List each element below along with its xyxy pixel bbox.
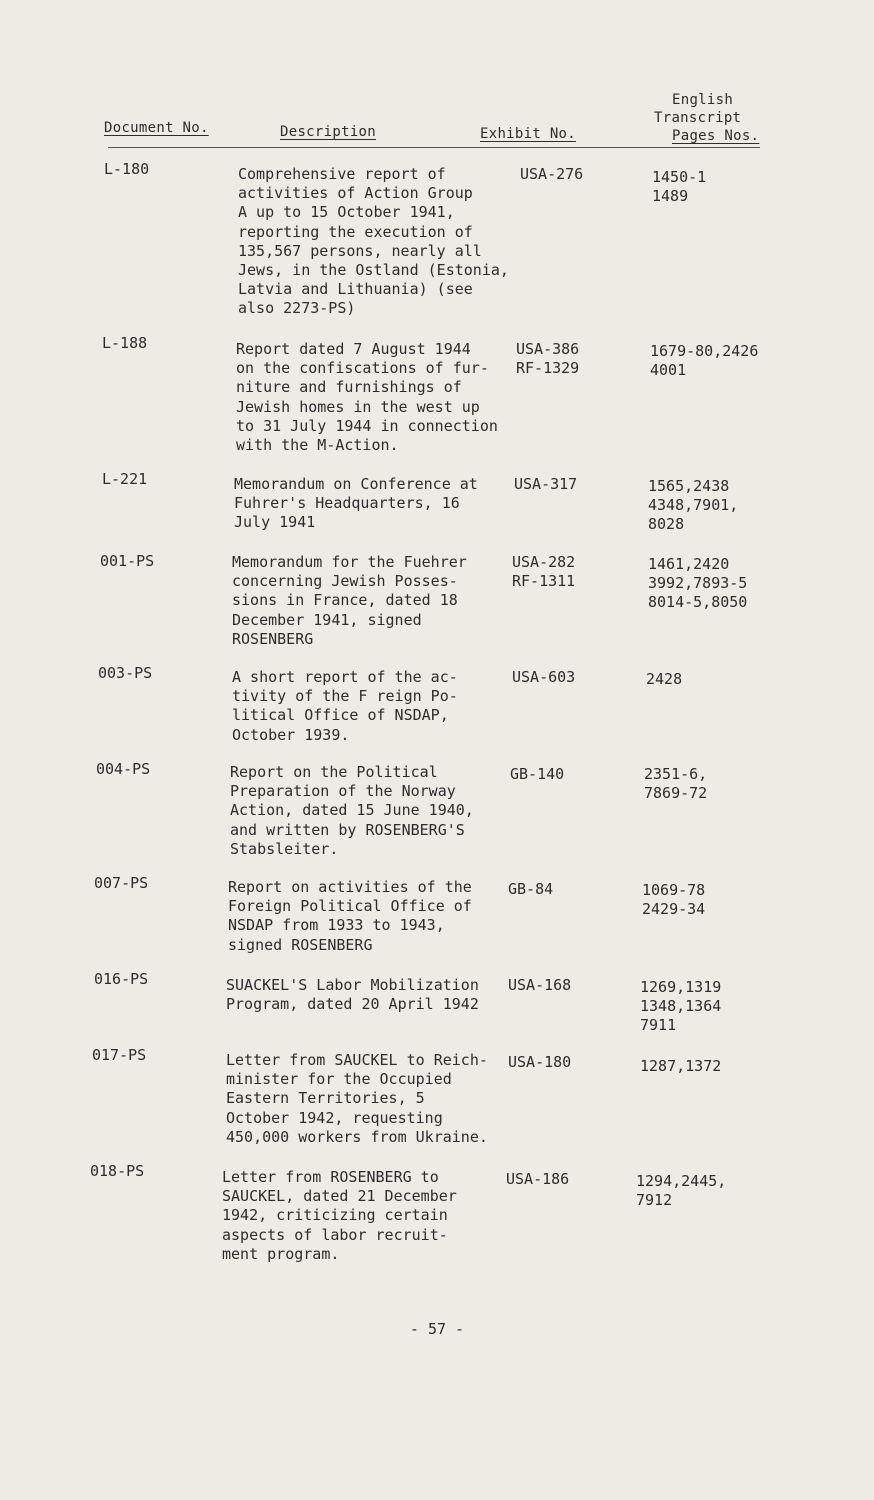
row-pages: 1294,2445, 7912 (636, 1172, 727, 1210)
row-exhibit: GB-140 (510, 765, 565, 783)
row-description: A short report of the ac- tivity of the F reign Po- litical Office of NSDAP, October 1939. (232, 668, 458, 744)
row-description: Letter from ROSENBERG to SAUCKEL, dated 21 December 1942, criticizing certain aspects of labor recruit- ment program. (222, 1168, 457, 1263)
row-exhibit: USA-276 (520, 165, 584, 183)
row-pages: 2428 (646, 670, 683, 688)
row-exhibit: USA-603 (512, 668, 576, 686)
row-pages: 1565,2438 4348,7901, 8028 (648, 477, 739, 534)
row-description: Report on the Political Preparation of the Norway Action, dated 15 June 1940, and written by ROSENBERG'S Stabsleiter. (230, 763, 474, 858)
row-doc-no: 003-PS (98, 664, 153, 682)
row-doc-no: 004-PS (96, 760, 151, 778)
row-description: SUACKEL'S Labor Mobilization Program, dated 20 April 1942 (226, 976, 479, 1014)
row-pages: 2351-6, 7869-72 (644, 765, 708, 803)
header-rule (108, 147, 760, 148)
row-exhibit: USA-386 RF-1329 (516, 340, 580, 378)
row-doc-no: 001-PS (100, 552, 155, 570)
row-description: Report on activities of the Foreign Political Office of NSDAP from 1933 to 1943, signed ROSENBERG (228, 878, 472, 954)
row-description: Memorandum for the Fuehrer concerning Jewish Posses- sions in France, dated 18 December 1941, signed ROSENBERG (232, 553, 467, 648)
row-exhibit: GB-84 (508, 880, 554, 898)
header-document-no: Document No. (104, 120, 209, 136)
row-exhibit: USA-317 (514, 475, 578, 493)
row-exhibit: USA-282 RF-1311 (512, 553, 576, 591)
header-transcript-line-1: English (672, 92, 734, 108)
row-doc-no: 018-PS (90, 1162, 145, 1180)
row-doc-no: L-221 (102, 470, 148, 488)
row-doc-no: 007-PS (94, 874, 149, 892)
row-description: Letter from SAUCKEL to Reich- minister for the Occupied Eastern Territories, 5 October 1942, requesting 450,000 workers from Ukraine. (226, 1051, 488, 1146)
header-description: Description (280, 124, 377, 140)
row-doc-no: 016-PS (94, 970, 149, 988)
row-exhibit: USA-186 (506, 1170, 570, 1188)
row-pages: 1069-78 2429-34 (642, 881, 706, 919)
header-exhibit-no: Exhibit No. (480, 126, 577, 142)
row-pages: 1450-1 1489 (652, 168, 707, 206)
row-pages: 1461,2420 3992,7893-5 8014-5,8050 (648, 555, 748, 612)
header-transcript-line-2: Transcript (654, 110, 742, 126)
header-transcript-line-3: Pages Nos. (672, 128, 760, 144)
row-doc-no: L-188 (102, 334, 148, 352)
row-description: Report dated 7 August 1944 on the confiscations of fur- niture and furnishings of Jewish homes in the west up to 31 July 1944 in connection with the M-Action. (236, 340, 498, 455)
row-description: Comprehensive report of activities of Action Group A up to 15 October 1941, reporting the execution of 135,567 persons, nearly all Jews, in the Ostland (Estonia, Latvia and Lithuania) (see also 2273-PS) (238, 165, 509, 318)
row-doc-no: 017-PS (92, 1046, 147, 1064)
row-description: Memorandum on Conference at Fuhrer's Headquarters, 16 July 1941 (234, 475, 478, 532)
row-pages: 1269,1319 1348,1364 7911 (640, 978, 722, 1035)
page-number: - 57 - (409, 1320, 465, 1338)
row-pages: 1287,1372 (640, 1057, 722, 1075)
row-exhibit: USA-168 (508, 976, 572, 994)
row-doc-no: L-180 (104, 160, 150, 178)
row-exhibit: USA-180 (508, 1053, 572, 1071)
row-pages: 1679-80,2426 4001 (650, 342, 759, 380)
